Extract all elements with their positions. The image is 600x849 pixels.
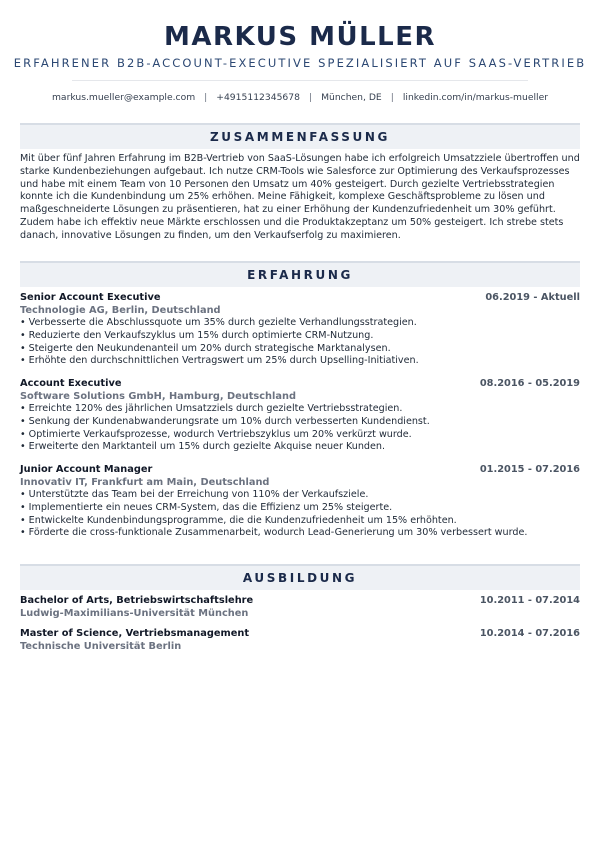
job-bullet: • Entwickelte Kundenbindungsprogramme, die die Kundenzufriedenheit um 15% erhöhten.	[20, 515, 580, 528]
job-bullets	[20, 403, 580, 454]
job-bullet: • Steigerte den Neukundenanteil um 20% durch strategische Marktanalysen.	[20, 343, 580, 356]
education-school: Technische Universität Berlin	[20, 641, 182, 652]
job-bullets	[20, 489, 580, 540]
education-degree: Bachelor of Arts, Betriebswirtschaftslehre	[20, 595, 254, 606]
contact-line	[0, 91, 600, 105]
job-bullet: • Erhöhte den durchschnittlichen Vertragswert um 25% durch Upselling-Initiativen.	[20, 355, 580, 368]
job-dates: 06.2019 - Aktuell	[485, 292, 580, 303]
job-role: Account Executive	[20, 378, 122, 389]
job-role: Junior Account Manager	[20, 464, 153, 475]
job-bullet: • Optimierte Verkaufsprozesse, wodurch Vertriebszyklus um 20% verkürzt wurde.	[20, 429, 580, 442]
job-entry	[20, 291, 580, 368]
contact-location: München, DE	[321, 92, 382, 103]
candidate-title: ERFAHRENER B2B-ACCOUNT-EXECUTIVE SPEZIALISIERT AUF SAAS-VERTRIEB	[13, 56, 587, 70]
section-heading-experience: ERFAHRUNG	[20, 261, 580, 287]
job-bullet: • Förderte die cross-funktionale Zusammenarbeit, wodurch Lead-Generierung um 30% verbessert wurde.	[20, 527, 580, 540]
job-company: Software Solutions GmbH, Hamburg, Deutschland	[20, 391, 296, 402]
education-dates: 10.2011 - 07.2014	[479, 595, 580, 606]
section-heading-summary: ZUSAMMENFASSUNG	[20, 123, 580, 149]
education-entry	[20, 594, 580, 620]
job-bullet: • Erweiterte den Marktanteil um 15% durch gezielte Akquise neuer Kunden.	[20, 441, 580, 454]
contact-email[interactable]: markus.mueller@example.com	[51, 92, 196, 103]
job-bullet: • Unterstützte das Team bei der Erreichung von 110% der Verkaufsziele.	[20, 489, 580, 502]
header-divider	[72, 80, 528, 81]
job-dates: 01.2015 - 07.2016	[479, 464, 580, 475]
job-dates: 08.2016 - 05.2019	[479, 378, 580, 389]
section-heading-education: AUSBILDUNG	[20, 564, 580, 590]
contact-phone[interactable]: +4915112345678	[216, 92, 300, 103]
candidate-name: MARKUS MÜLLER	[164, 22, 436, 52]
contact-linkedin[interactable]: linkedin.com/in/markus-mueller	[402, 92, 549, 103]
job-bullet: • Implementierte ein neues CRM-System, das die Effizienz um 25% steigerte.	[20, 502, 580, 515]
job-role: Senior Account Executive	[20, 292, 161, 303]
education-entry	[20, 627, 580, 653]
education-dates: 10.2014 - 07.2016	[479, 628, 580, 639]
job-bullet: • Erreichte 120% des jährlichen Umsatzziels durch gezielte Vertriebsstrategien.	[20, 403, 580, 416]
contact-separator: |	[390, 92, 394, 103]
job-entry	[20, 377, 580, 454]
job-bullet: • Reduzierte den Verkaufszyklus um 15% durch optimierte CRM-Nutzung.	[20, 330, 580, 343]
education-degree: Master of Science, Vertriebsmanagement	[20, 628, 250, 639]
contact-separator: |	[308, 92, 313, 103]
education-school: Ludwig-Maximilians-Universität München	[20, 608, 249, 619]
summary-text: Mit über fünf Jahren Erfahrung im B2B-Vertrieb von SaaS-Lösungen habe ich erfolgreich Umsatzziele übertroffen und starke Kundenbeziehungen aufgebaut. Ich nutze CRM-Tools wie Salesforce zur Optimierung des Verkaufsprozesses und habe mit einem Team von 10 Personen den Umsatz um 40% gesteigert. Durch gezielte Vertriebsstrategien konnte ich die Kundenbindung um 25% erhöhen. Meine Fähigkeit, komplexe Geschäftsprobleme zu lösen und maßgeschneiderte Lösungen zu präsentieren, hat zu einer Erhöhung der Kundenzufriedenheit um 30% geführt. Zudem habe ich effektiv neue Märkte erschlossen und die Produktakzeptanz um 50% gesteigert. Ich strebe stets danach, innovative Lösungen zu finden, um den Verkaufserfolg zu maximieren.	[20, 153, 580, 241]
job-company: Innovativ IT, Frankfurt am Main, Deutschland	[20, 477, 270, 488]
job-entry	[20, 463, 580, 540]
job-bullets	[20, 317, 580, 368]
job-company: Technologie AG, Berlin, Deutschland	[20, 305, 221, 316]
job-bullet: • Verbesserte die Abschlussquote um 35% durch gezielte Verhandlungsstrategien.	[20, 317, 580, 330]
contact-separator: |	[204, 92, 208, 103]
job-bullet: • Senkung der Kundenabwanderungsrate um 10% durch verbesserten Kundendienst.	[20, 416, 580, 429]
